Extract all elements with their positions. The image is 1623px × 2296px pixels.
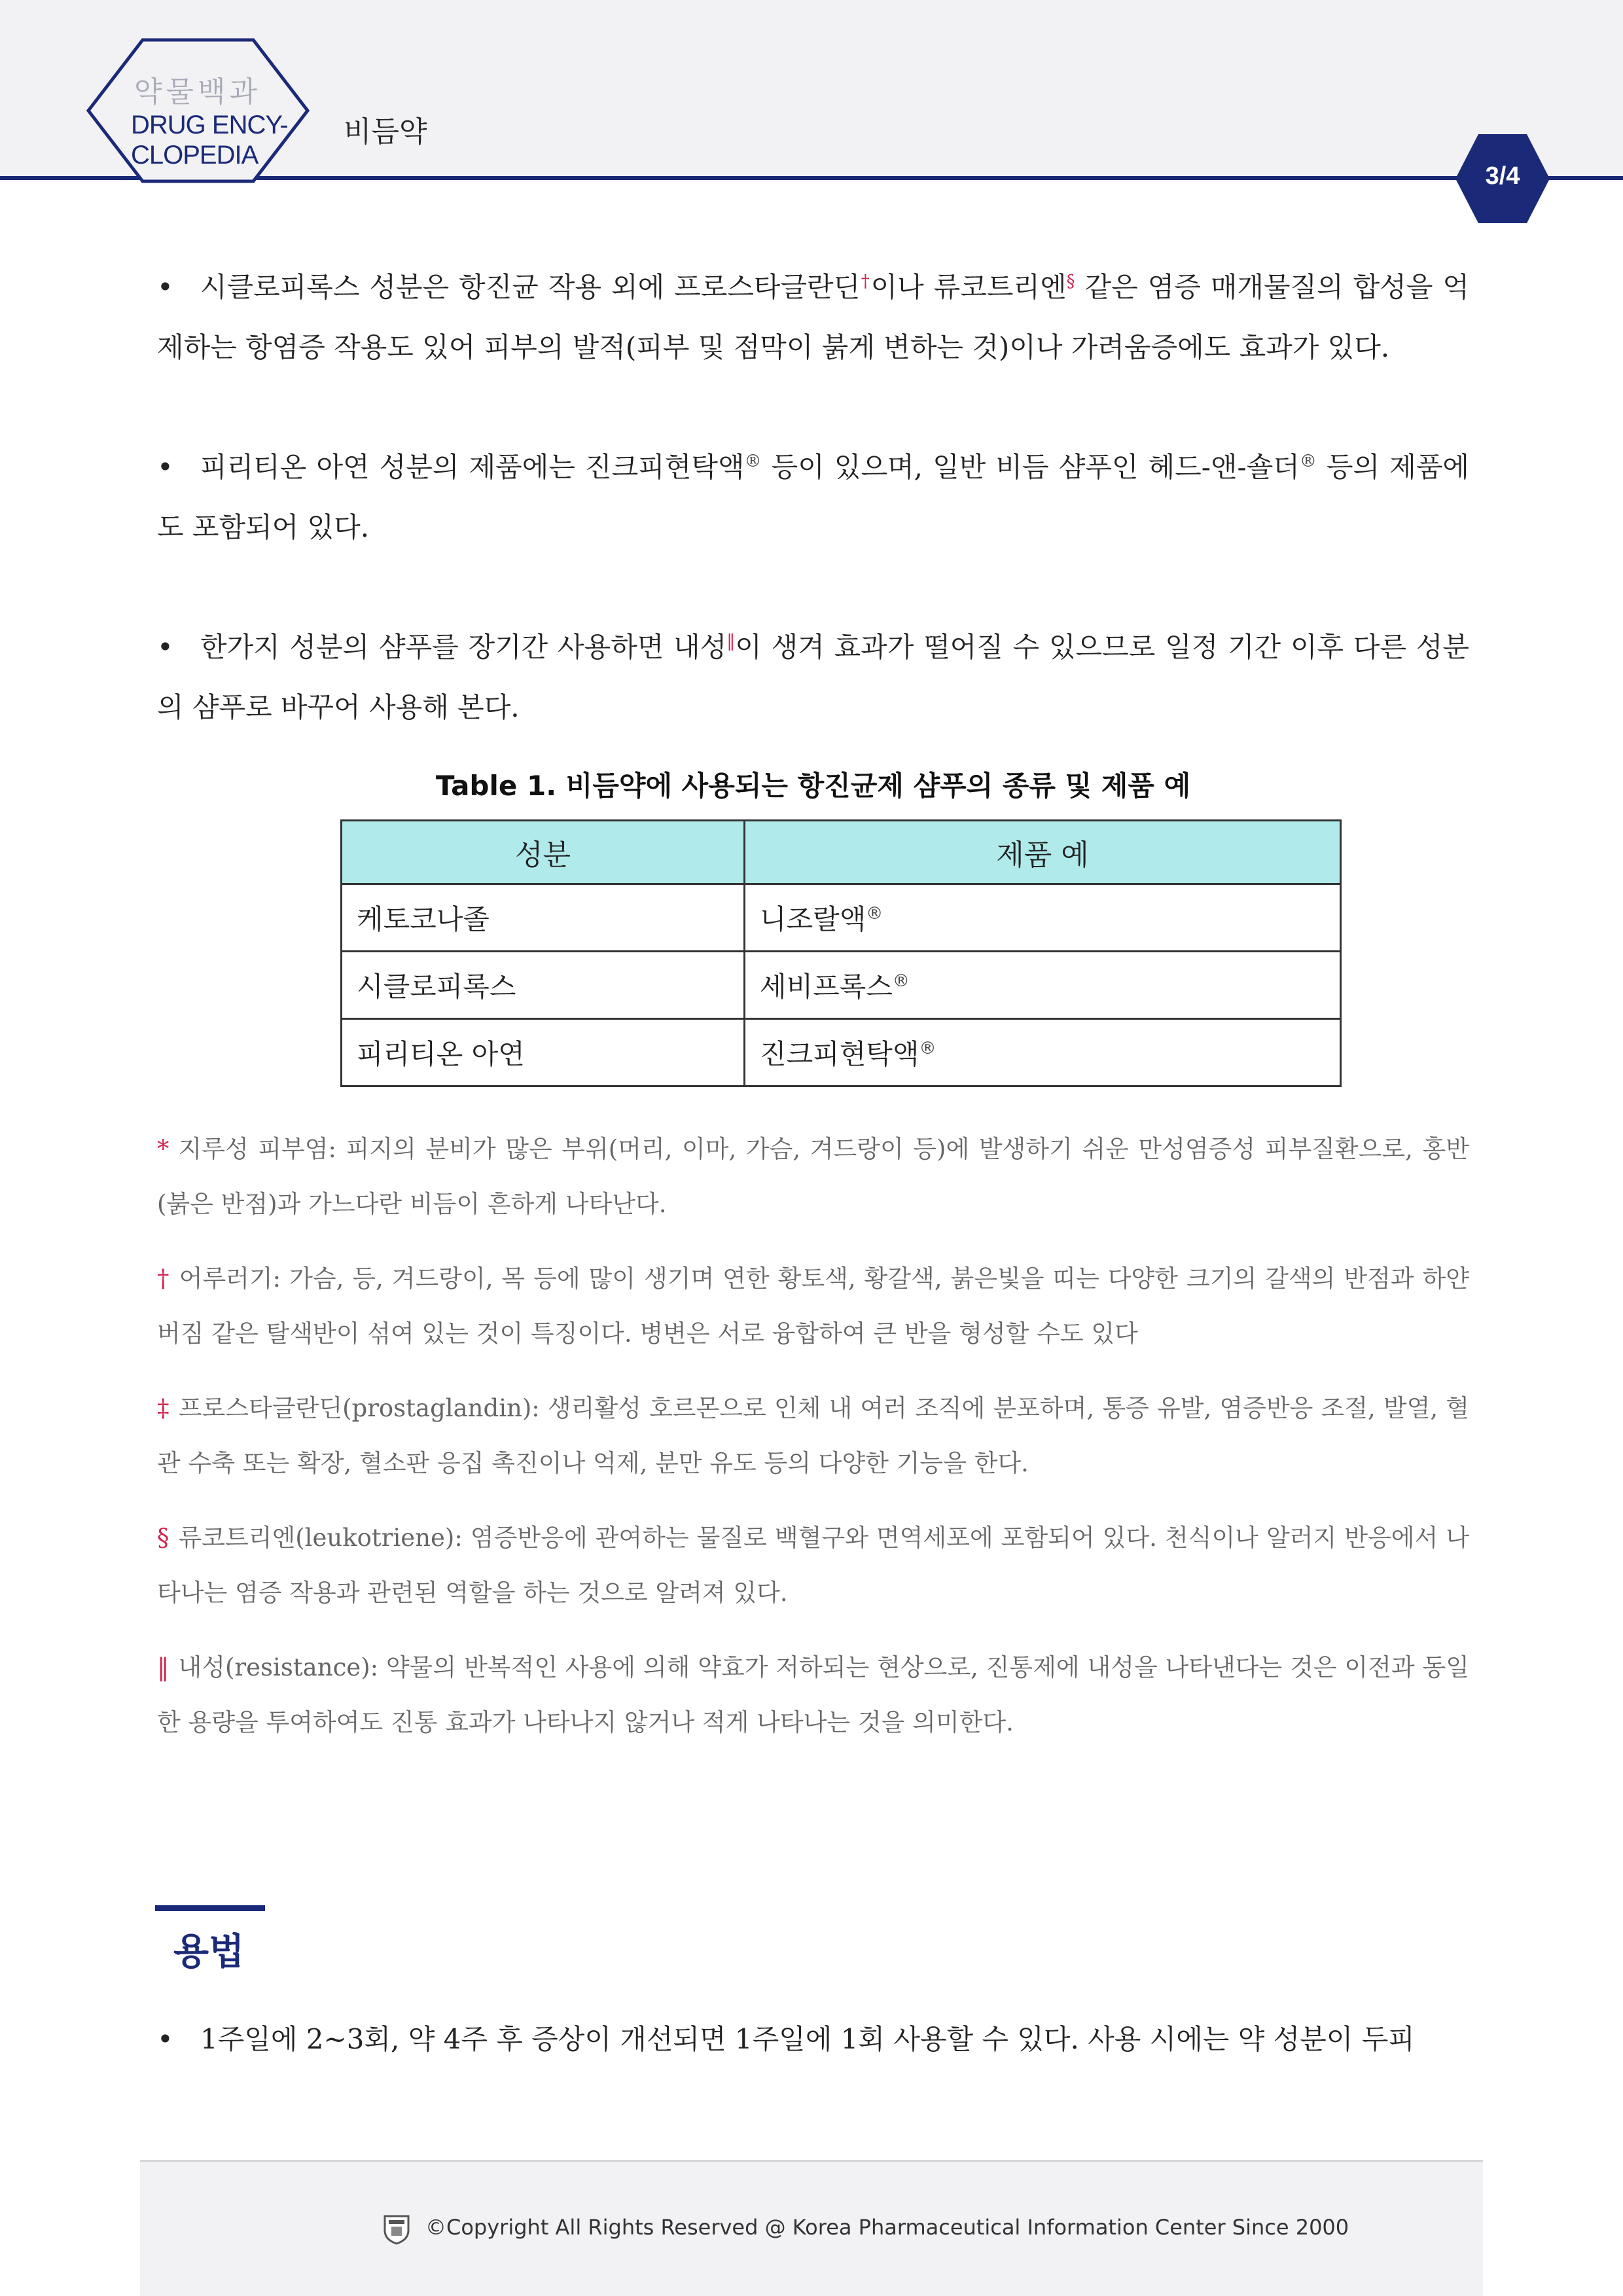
table-header-ingredient: 성분 bbox=[342, 821, 745, 884]
paragraph-text: 1주일에 2~3회, 약 4주 후 증상이 개선되면 1주일에 1회 사용할 수 있다. 사용 시에는 약 성분이 두피 bbox=[200, 2023, 1415, 2055]
product-name: 진크피현탁액 bbox=[760, 1038, 919, 1070]
footnote-ref-dagger[interactable]: † bbox=[860, 272, 871, 291]
footnote-tinea-versicolor bbox=[157, 1251, 1469, 1361]
footnote-mark: † bbox=[157, 1265, 170, 1293]
bullet: • bbox=[157, 2023, 173, 2055]
footnote-resistance bbox=[157, 1640, 1469, 1750]
footnote-mark: * bbox=[157, 1135, 169, 1163]
footnote-seborrheic bbox=[157, 1122, 1469, 1232]
footnote-text: 어루러기: 가슴, 등, 겨드랑이, 목 등에 많이 생기며 연한 황토색, 황갈색, 붉은빛을 띠는 다양한 크기의 갈색의 반점과 하얀 버짐 같은 탈색반이 섞여 있는 것이 특징이다. 병변은 서로 융합하여 큰 반을 형성할 수도 있다 bbox=[157, 1265, 1470, 1348]
paragraph-text: 등의 제품에도 포함되어 있다. bbox=[157, 451, 1470, 543]
registered-mark: ® bbox=[744, 452, 762, 471]
logo-english-line-1: DRUG ENCY- bbox=[131, 111, 288, 139]
footnote-text: 프로스타글란딘(prostaglandin): 생리활성 호르몬으로 인체 내 여러 조직에 분포하며, 통증 유발, 염증반응 조절, 발열, 혈관 수축 또는 확장, 혈소판 응집 촉진이나 억제, 분만 유도 등의 다양한 기능을 한다. bbox=[157, 1394, 1470, 1477]
product-name: 세비프록스 bbox=[760, 971, 893, 1003]
bullet: • bbox=[157, 631, 173, 663]
paragraph-text: 이나 류코트리엔 bbox=[870, 271, 1067, 303]
table-cell-ingredient: 케토코나졸 bbox=[342, 884, 745, 952]
section-accent-bar bbox=[155, 1905, 265, 1911]
table-cell-product bbox=[745, 1019, 1341, 1086]
registered-mark: ® bbox=[919, 1039, 936, 1058]
footnote-mark: ‡ bbox=[157, 1394, 169, 1422]
footnote-text: 류코트리엔(leukotriene): 염증반응에 관여하는 물질로 백혈구와 면역세포에 포함되어 있다. 천식이나 알러지 반응에서 나타나는 염증 작용과 관련된 역할을 하는 것으로 알려져 있다. bbox=[157, 1524, 1469, 1607]
logo-korean-text: 약물백과 bbox=[134, 75, 262, 109]
paragraph-text: 등이 있으며, 일반 비듬 샴푸인 헤드-앤-숄더 bbox=[761, 451, 1300, 483]
copyright-text: ©Copyright All Rights Reserved @ Korea Pharmaceutical Information Center Since 2000 bbox=[425, 2215, 1349, 2240]
table-header-product: 제품 예 bbox=[745, 821, 1341, 884]
paragraph-text: 피리티온 아연 성분의 제품에는 진크피현탁액 bbox=[200, 451, 745, 483]
paragraph-text: 이 생겨 효과가 떨어질 수 있으므로 일정 기간 이후 다른 성분의 샴푸로 바꾸어 사용해 본다. bbox=[157, 631, 1469, 723]
registered-mark: ® bbox=[866, 904, 883, 924]
footnote-text: 지루성 피부염: 피지의 분비가 많은 부위(머리, 이마, 가슴, 겨드랑이 등)에 발생하기 쉬운 만성염증성 피부질환으로, 홍반(붉은 반점)과 가느다란 비듬이 흔하게 나타난다. bbox=[157, 1135, 1469, 1218]
product-table bbox=[340, 819, 1342, 1087]
table-row bbox=[342, 952, 1341, 1019]
paragraph-text: 시클로피록스 성분은 항진균 작용 외에 프로스타글란딘 bbox=[200, 271, 861, 303]
table-cell-product bbox=[745, 952, 1341, 1019]
section-title: 용법 bbox=[173, 1931, 245, 1973]
footnote-prostaglandin bbox=[157, 1381, 1469, 1491]
table-row bbox=[342, 884, 1341, 952]
page-title: 비듬약 bbox=[344, 115, 427, 149]
paragraph-cyclopirox bbox=[157, 251, 1469, 378]
page-indicator: 3/4 bbox=[1485, 162, 1520, 190]
paragraph-usage bbox=[157, 2009, 1469, 2070]
table-cell-product bbox=[745, 884, 1341, 952]
paragraph-text: 같은 염증 매개물질의 합성을 억제하는 항염증 작용도 있어 피부의 발적(피부 및 점막이 붉게 변하는 것)이나 가려움증에도 효과가 있다. bbox=[157, 271, 1469, 363]
paragraph-resistance bbox=[157, 611, 1469, 738]
organization-emblem-icon bbox=[382, 2214, 411, 2245]
logo-english-text bbox=[131, 110, 288, 170]
registered-mark: ® bbox=[1299, 452, 1317, 471]
footnote-leukotriene bbox=[157, 1511, 1469, 1621]
table-cell-ingredient: 시클로피록스 bbox=[342, 952, 745, 1019]
registered-mark: ® bbox=[892, 971, 910, 991]
footnote-text: 내성(resistance): 약물의 반복적인 사용에 의해 약효가 저하되는 현상으로, 진통제에 내성을 나타낸다는 것은 이전과 동일한 용량을 투여하여도 진통 효과가 나타나지 않거나 적게 나타나는 것을 의미한다. bbox=[157, 1653, 1469, 1736]
footnote-mark: ‖ bbox=[157, 1653, 169, 1681]
footnote-mark: § bbox=[157, 1524, 169, 1552]
bullet: • bbox=[157, 451, 173, 483]
table-header-row bbox=[342, 821, 1341, 884]
table-row bbox=[342, 1019, 1341, 1086]
bullet: • bbox=[157, 271, 173, 303]
paragraph-zinc-pyrithione bbox=[157, 431, 1469, 558]
table-caption: Table 1. 비듬약에 사용되는 항진균제 샴푸의 종류 및 제품 예 bbox=[435, 770, 1191, 802]
footnote-ref-section[interactable]: § bbox=[1066, 272, 1075, 291]
paragraph-text: 한가지 성분의 샴푸를 장기간 사용하면 내성 bbox=[200, 631, 727, 663]
logo-english-line-2: CLOPEDIA bbox=[131, 141, 259, 170]
table-cell-ingredient: 피리티온 아연 bbox=[342, 1019, 745, 1086]
footnote-ref-double-bar[interactable]: ‖ bbox=[726, 632, 736, 651]
product-name: 니조랄액 bbox=[760, 903, 866, 935]
